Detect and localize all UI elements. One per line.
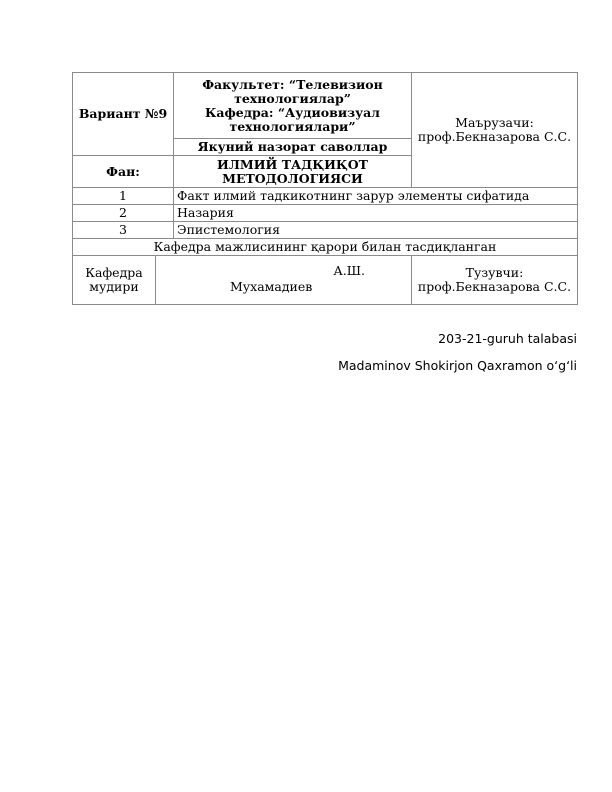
subject-name-cell: ИЛМИЙ ТАДҚИҚОТ МЕТОДОЛОГИЯСИ — [174, 156, 412, 188]
question-number: 2 — [73, 205, 174, 222]
student-name: Madaminov Shokirjon Qaxramon oʻgʻli — [338, 358, 577, 373]
final-questions-cell: Якуний назорат саволлар — [174, 139, 412, 156]
head-initials: А.Ш. — [333, 263, 365, 278]
head-label-cell: Кафедра мудири — [73, 256, 156, 305]
faculty-department-cell — [174, 73, 412, 139]
head-surname: Мухамадиев — [230, 279, 313, 294]
question-text: Назария — [174, 205, 578, 222]
question-number: 1 — [73, 188, 174, 205]
question-text: Факт илмий тадкикотнинг зарур элементы сифатида — [174, 188, 578, 205]
student-group: 203-21-guruh talabasi — [438, 331, 577, 346]
question-number: 3 — [73, 222, 174, 239]
question-row — [73, 188, 578, 205]
department-text: Кафедра: “Аудиовизуал технологиялари” — [205, 104, 380, 134]
lecturer-cell: Маърузачи: проф.Бекназарова С.С. — [412, 73, 578, 188]
subject-label-cell: Фан: — [73, 156, 174, 188]
approval-cell: Кафедра мажлисининг қарори билан тасдиқланган — [73, 239, 578, 256]
question-row — [73, 222, 578, 239]
question-row — [73, 205, 578, 222]
faculty-text: Факультет: “Телевизион технологиялар” — [202, 76, 383, 106]
compiler-cell: Тузувчи: проф.Бекназарова С.С. — [412, 256, 578, 305]
variant-cell: Вариант №9 — [73, 73, 174, 156]
head-name-cell — [156, 256, 412, 305]
question-text: Эпистемология — [174, 222, 578, 239]
exam-ticket-table — [72, 72, 578, 305]
